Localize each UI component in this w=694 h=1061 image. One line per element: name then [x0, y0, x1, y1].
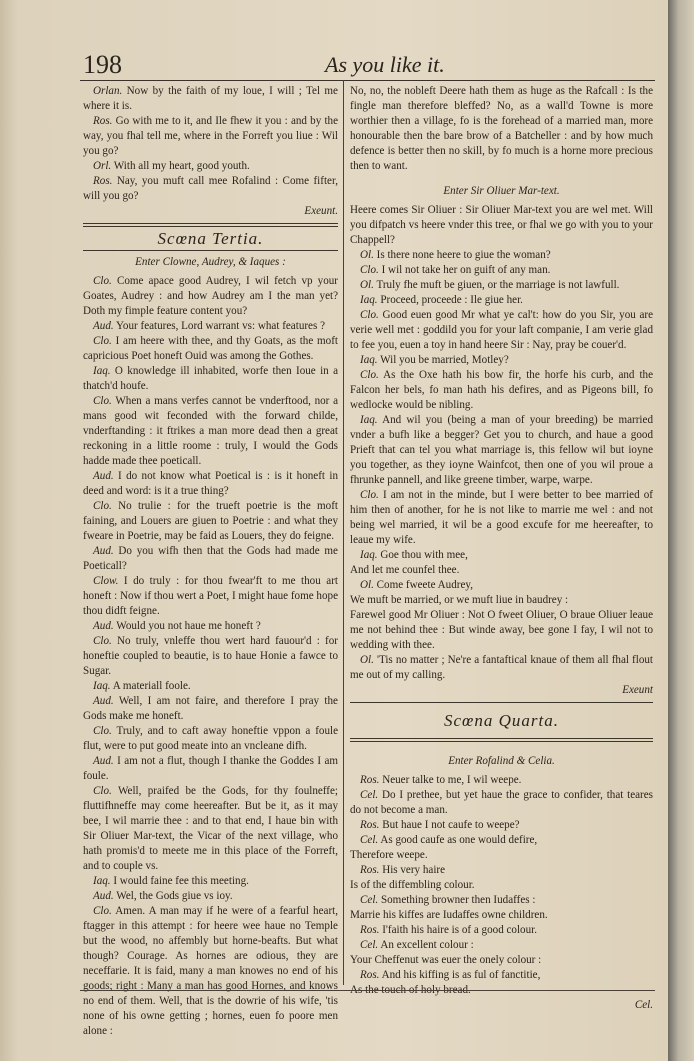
speech-line: [83, 334, 338, 364]
stage-direction: Enter Clowne, Audrey, & Iaques :: [135, 256, 286, 268]
speech-line: [350, 413, 653, 488]
scene-rule: [83, 223, 338, 227]
speech-text: No truly, vnleffe thou wert hard fauour'd : for honeftie coupled to beautie, is to haue Honie a fawce to Sugar.: [83, 635, 338, 677]
speaker-label: Aud.: [93, 695, 114, 707]
speech-line: [83, 84, 338, 114]
speaker-label: Clo.: [93, 635, 112, 647]
scene-rule: [350, 702, 653, 703]
speech-line: [83, 784, 338, 874]
speech-text: When a mans verfes cannot be vnderftood, nor a mans good wit feconded with the forward childe, vnderftanding : it ftrikes a man more dead then a great reckoning in a little roome : truly, I would the Gods hadde made thee poeticall.: [83, 395, 338, 467]
speech-line: [350, 263, 653, 278]
speech-text: Therefore weepe.: [350, 849, 428, 861]
speaker-label: Iaq.: [93, 365, 111, 377]
speech-line: [350, 353, 653, 368]
speech-text: Truly, and to caft away honeftie vppon a foule flut, were to put good meate into an vncleane difh.: [83, 725, 338, 752]
speaker-label: Orlan.: [93, 85, 123, 97]
page-number: 198: [83, 50, 122, 79]
right-mid-speeches: [350, 203, 653, 683]
speech-line: [350, 653, 653, 683]
speech-line: [350, 548, 653, 563]
speech-line: [83, 874, 338, 889]
speech-line: [350, 893, 653, 908]
speech-line: [350, 608, 653, 653]
left-top-speeches: [83, 84, 338, 204]
speech-text: Would you not haue me honeft ?: [116, 620, 261, 632]
speech-line: [350, 818, 653, 833]
speech-line: [350, 968, 653, 983]
speaker-label: Ol.: [360, 579, 374, 591]
speech-text: Farewel good Mr Oliuer : Not O fweet Oliuer, O braue Oliuer leaue me not behind thee : But winde away, bee gone I fay, I wil not to wedding with thee.: [350, 609, 653, 651]
speech-line: [83, 634, 338, 679]
exit-direction: Exeunt.: [304, 205, 338, 217]
speech-line: [83, 754, 338, 784]
speaker-label: Ros.: [360, 774, 380, 786]
speech-line: [350, 953, 653, 968]
speaker-label: Ros.: [360, 924, 380, 936]
scene-heading-quarta: Scœna Quarta.: [444, 711, 559, 730]
speech-text: Marrie his kiffes are Iudaffes owne children.: [350, 909, 548, 921]
speaker-label: Clo.: [93, 905, 112, 917]
speaker-label: Orl.: [93, 160, 112, 172]
speech-line: [350, 308, 653, 353]
speech-line: [350, 923, 653, 938]
speech-text: And his kiffing is as ful of fanctitie,: [381, 969, 541, 981]
speech-text: I'faith his haire is of a good colour.: [382, 924, 538, 936]
speech-text: As the Oxe hath his bow fir, the horfe his curb, and the Falcon her bels, fo man hath his defires, and as Pigeons bill, fo wedlocke would be nibling.: [350, 369, 653, 411]
speech-text: Good euen good Mr what ye cal't: how do you Sir, you are verie well met : goddild you for your laft companie, I am verie glad to fee you, euen a toy in hand heere Sir : Nay, pray be couer'd.: [350, 309, 653, 351]
footer-rule: [80, 990, 655, 991]
speech-text: Nay, you muft call mee Rofalind : Come fifter, will you go?: [83, 175, 338, 202]
right-top-speeches: [350, 84, 653, 174]
speech-text: Proceed, proceede : Ile giue her.: [380, 294, 523, 306]
speaker-label: Ros.: [93, 175, 113, 187]
speaker-label: Iaq.: [360, 294, 378, 306]
speaker-label: Iaq.: [360, 549, 378, 561]
speech-text: Well, I am not faire, and therefore I pray the Gods make me honeft.: [83, 695, 338, 722]
speech-line: [350, 833, 653, 848]
speaker-label: Cel.: [360, 894, 379, 906]
right-bottom-speeches: [350, 773, 653, 998]
speaker-label: Iaq.: [360, 414, 378, 426]
speech-line: [350, 368, 653, 413]
speaker-label: Clo.: [93, 500, 112, 512]
speech-text: Come apace good Audrey, I wil fetch vp your Goates, Audrey : and how Audrey am I the man yet? Doth my fimple feature content you?: [83, 275, 338, 317]
speech-text: No trulie : for the trueft poetrie is the moft faining, and Louers are giuen to Poetrie : and what they fweare in Poetrie, may be faid as Louers, they do feigne.: [83, 500, 338, 542]
speech-line: [350, 84, 653, 174]
speech-text: Heere comes Sir Oliuer : Sir Oliuer Mar-text you are wel met. Will you difpatch vs heere vnder this tree, or fhal we go with you to your Chappell?: [350, 204, 653, 246]
speech-line: [350, 863, 653, 878]
speaker-label: Aud.: [93, 470, 114, 482]
speaker-label: Clo.: [93, 725, 112, 737]
speech-text: Go with me to it, and Ile fhew it you : and by the way, you fhal tell me, where in the Forreft you liue : Wil you go?: [83, 115, 338, 157]
speaker-label: Aud.: [93, 755, 114, 767]
speech-text: His very haire: [382, 864, 446, 876]
speech-line: [350, 278, 653, 293]
speech-text: Do I prethee, but yet haue the grace to confider, that teares do not become a man.: [350, 789, 653, 816]
speech-line: [83, 394, 338, 469]
speech-text: Wil you be married, Motley?: [380, 354, 509, 366]
adjacent-page-edge: [668, 0, 694, 1061]
speech-line: [350, 488, 653, 548]
speech-text: And let me counfel thee.: [350, 564, 460, 576]
speaker-label: Ros.: [93, 115, 113, 127]
speaker-label: Clo.: [360, 264, 379, 276]
speech-text: Now by the faith of my loue, I will ; Tel me where it is.: [83, 85, 338, 112]
speaker-label: Iaq.: [93, 875, 111, 887]
speech-text: But haue I not caufe to weepe?: [382, 819, 520, 831]
speaker-label: Clo.: [93, 395, 112, 407]
speech-text: Truly fhe muft be giuen, or the marriage is not lawfull.: [376, 279, 620, 291]
speech-text: As the touch of holy bread.: [350, 984, 471, 996]
right-column: [350, 84, 653, 1013]
speech-line: [350, 203, 653, 248]
speech-line: [83, 174, 338, 204]
speech-text: Your Cheffenut was euer the onely colour :: [350, 954, 542, 966]
speech-text: Your features, Lord warrant vs: what features ?: [116, 320, 325, 332]
speaker-label: Ol.: [360, 249, 374, 261]
speech-line: [83, 904, 338, 1039]
speaker-label: Ros.: [360, 864, 380, 876]
speech-text: I am not in the minde, but I were better to bee married of him then of another, for he is not like to marrie me wel : and not being wel married, it wil be a good excufe for me heereafter, to leaue my wife.: [350, 489, 653, 546]
speech-text: Neuer talke to me, I wil weepe.: [382, 774, 522, 786]
speech-text: And wil you (being a man of your breeding) be married vnder a bufh like a begger? Get you to church, and haue a good Prieft that can tel you what marriage is, this fellow wil but ioyne you together, as they ioyne Wainfcot, then one of you wil proue a fhrunke pannell, and like greene timber, warpe, warpe.: [350, 414, 653, 486]
speech-text: I am not a flut, though I thanke the Goddes I am foule.: [83, 755, 338, 782]
speech-line: [83, 889, 338, 904]
speech-text: Do you wifh then that the Gods had made me Poeticall?: [83, 545, 338, 572]
speech-line: [83, 574, 338, 619]
page-header: [75, 50, 655, 80]
speech-line: [350, 593, 653, 608]
speech-line: [350, 878, 653, 893]
speech-line: [83, 679, 338, 694]
speech-text: No, no, the nobleft Deere hath them as huge as the Rafcall : Is the fingle man therefore bleffed? No, as a wall'd Towne is more worthier then a village, fo is the forehead of a married man, more honourable then the bare brow of a Batcheller : and by how much defence is better then no skill, by fo much is a horne more precious then to want.: [350, 85, 653, 172]
exit-direction: Exeunt: [622, 684, 653, 696]
speech-line: [350, 248, 653, 263]
speaker-label: Aud.: [93, 545, 114, 557]
speech-line: [83, 694, 338, 724]
speaker-label: Clo.: [93, 785, 112, 797]
speech-text: Amen. A man may if he were of a fearful heart, ftagger in this attempt : for heere wee haue no Temple but the wood, no affembly but horne-beafts. But what though? Courage. As hornes are odious, they are neceffarie. It is faid, many a man knowes no end of his goods; right : Many a man has good Hornes, and knows no end of them. Well, that is the dowrie of his wife, 'tis none of his owne getting ; hornes, euen fo poore men alone :: [83, 905, 338, 1037]
speech-text: I do truly : for thou fwear'ft to me thou art honeft : Now if thou wert a Poet, I might haue fome hope thou didft feigne.: [83, 575, 338, 617]
speaker-label: Clo.: [360, 369, 379, 381]
speech-text: I wil not take her on guift of any man.: [381, 264, 551, 276]
stage-direction: Enter Sir Oliuer Mar-text.: [443, 185, 560, 197]
speaker-label: Ros.: [360, 819, 380, 831]
speech-line: [83, 724, 338, 754]
speaker-label: Ol.: [360, 654, 374, 666]
speech-line: [83, 544, 338, 574]
speaker-label: Clo.: [93, 335, 112, 347]
speech-text: O knowledge ill inhabited, worfe then Ioue in a thatch'd houfe.: [83, 365, 338, 392]
speech-line: [350, 773, 653, 788]
speech-line: [350, 938, 653, 953]
speech-text: Is of the diffembling colour.: [350, 879, 475, 891]
column-divider: [343, 80, 344, 985]
speech-text: With all my heart, good youth.: [113, 160, 250, 172]
speech-text: I would faine fee this meeting.: [113, 875, 249, 887]
speaker-label: Cel.: [360, 789, 379, 801]
header-rule: [80, 80, 655, 81]
stage-direction: Enter Rofalind & Celia.: [448, 755, 555, 767]
catchword: Cel.: [634, 999, 653, 1011]
scene-rule: [350, 738, 653, 742]
speech-line: [83, 619, 338, 634]
scene-rule: [83, 250, 338, 251]
speaker-label: Aud.: [93, 620, 114, 632]
speech-text: We muft be married, or we muft liue in baudrey :: [350, 594, 569, 606]
speech-line: [83, 114, 338, 159]
speaker-label: Ros.: [360, 969, 380, 981]
speech-text: An excellent colour :: [380, 939, 474, 951]
speech-line: [350, 908, 653, 923]
speech-text: Something browner then Iudaffes :: [380, 894, 536, 906]
speech-text: I am heere with thee, and thy Goats, as the moft capricious Poet honeft Ouid was among the Gothes.: [83, 335, 338, 362]
speaker-label: Aud.: [93, 320, 114, 332]
speech-text: Goe thou with mee,: [380, 549, 468, 561]
speech-text: Is there none heere to giue the woman?: [376, 249, 551, 261]
speaker-label: Cel.: [360, 939, 379, 951]
speech-line: [350, 848, 653, 863]
speech-line: [350, 788, 653, 818]
speech-line: [83, 319, 338, 334]
speech-text: I do not know what Poetical is : is it honeft in deed and word: is it a true thing?: [83, 470, 338, 497]
speaker-label: Clo.: [360, 489, 379, 501]
speech-text: 'Tis no matter ; Ne're a fantaftical knaue of them all fhal flout me out of my calling.: [350, 654, 653, 681]
speech-text: Well, praifed be the Gods, for thy foulneffe; fluttifhneffe may come heereafter. But be it, as it may bee, I wil marrie thee : and to that end, I haue bin with Sir Oliuer Mar-text, the Vicar of the next village, who hath promis'd to meete me in this place of the Forreft, and to couple vs.: [83, 785, 338, 872]
speaker-label: Iaq.: [93, 680, 111, 692]
speech-line: [83, 469, 338, 499]
speech-text: As good caufe as one would defire,: [380, 834, 538, 846]
speech-line: [83, 274, 338, 319]
speaker-label: Ol.: [360, 279, 374, 291]
speaker-label: Aud.: [93, 890, 114, 902]
running-title: As you like it.: [325, 52, 445, 77]
speech-line: [350, 293, 653, 308]
speaker-label: Clo.: [93, 275, 112, 287]
speech-line: [83, 364, 338, 394]
speaker-label: Iaq.: [360, 354, 378, 366]
scene-heading-tertia: Scœna Tertia.: [157, 229, 264, 248]
speech-line: [350, 563, 653, 578]
speaker-label: Cel.: [360, 834, 379, 846]
speech-text: Come fweete Audrey,: [376, 579, 473, 591]
speaker-label: Clo.: [360, 309, 379, 321]
left-column: [83, 84, 338, 1039]
speech-line: [83, 499, 338, 544]
speech-text: A materiall foole.: [112, 680, 191, 692]
speech-line: [350, 578, 653, 593]
speaker-label: Clow.: [93, 575, 119, 587]
speech-line: [83, 159, 338, 174]
speech-text: Wel, the Gods giue vs ioy.: [116, 890, 233, 902]
left-main-speeches: [83, 274, 338, 1039]
